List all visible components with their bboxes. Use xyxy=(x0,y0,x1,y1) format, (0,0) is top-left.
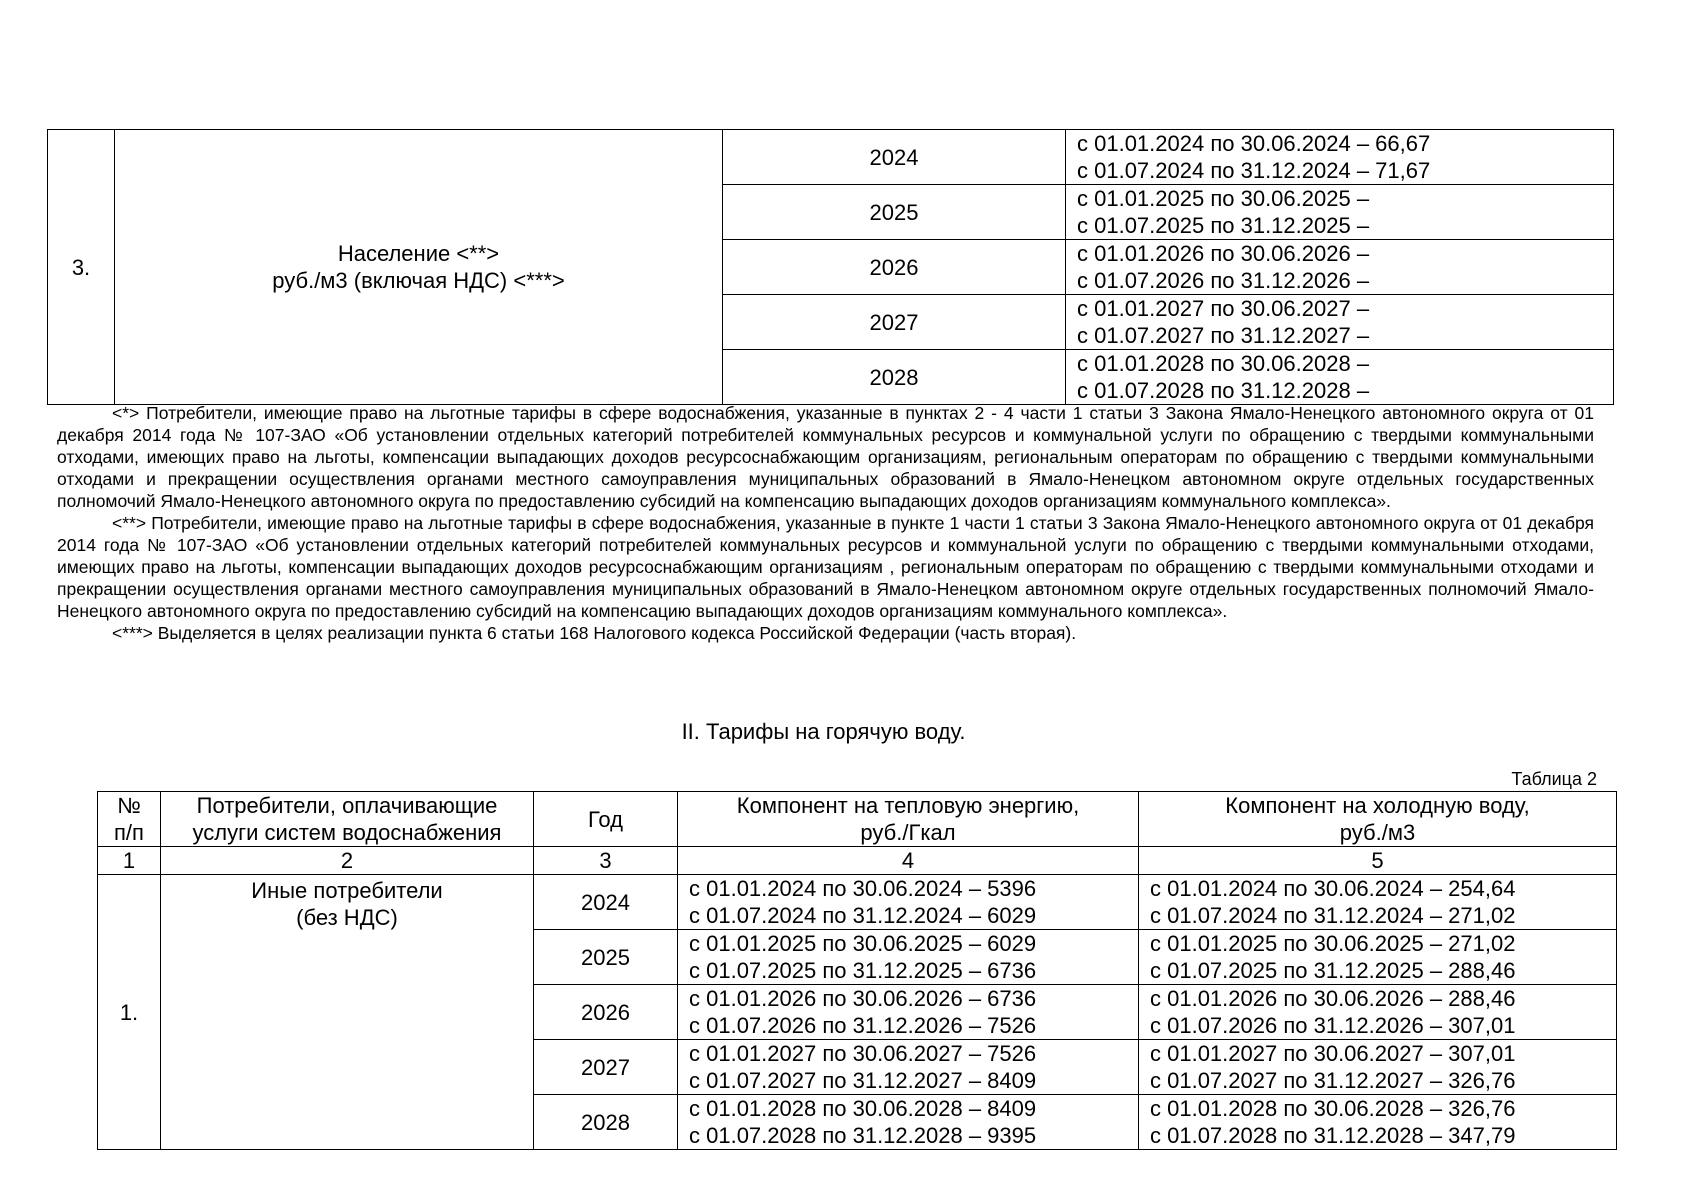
footnotes xyxy=(57,402,1594,644)
heat-tariff-cell xyxy=(678,875,1139,930)
tariff-cell xyxy=(1066,295,1614,350)
cold-period-1: с 01.01.2025 по 30.06.2025 – 271,02 xyxy=(1150,931,1516,956)
row-number: 1. xyxy=(98,875,161,1150)
year-cell: 2024 xyxy=(723,130,1066,185)
cold-period-2: с 01.07.2028 по 31.12.2028 – 347,79 xyxy=(1150,1123,1516,1148)
row-number: 3. xyxy=(48,130,115,405)
consumer-unit: руб./м3 (включая НДС) <***> xyxy=(272,268,565,293)
column-number: 4 xyxy=(678,847,1139,875)
tariff-period-1: с 01.01.2028 по 30.06.2028 – xyxy=(1077,351,1370,376)
consumer-name: Иные потребители xyxy=(251,878,443,903)
table-header-row xyxy=(98,792,1617,847)
cold-period-2: с 01.07.2027 по 31.12.2027 – 326,76 xyxy=(1150,1068,1516,1093)
section-title: II. Тарифы на горячую воду. xyxy=(681,719,966,744)
header-cold-component xyxy=(1139,792,1617,847)
tariff-cell xyxy=(1066,130,1614,185)
cold-period-1: с 01.01.2028 по 30.06.2028 – 326,76 xyxy=(1150,1096,1516,1121)
tariff-period-1: с 01.01.2027 по 30.06.2027 – xyxy=(1077,296,1370,321)
tariff-table-population xyxy=(47,129,1614,405)
header-num-line2: п/п xyxy=(114,820,144,845)
year-cell: 2025 xyxy=(534,930,678,985)
heat-tariff-cell xyxy=(678,1095,1139,1150)
tariff-cell xyxy=(1066,185,1614,240)
year-cell: 2027 xyxy=(723,295,1066,350)
tariff-period-2: с 01.07.2025 по 31.12.2025 – xyxy=(1077,213,1370,238)
tariff-period-1: с 01.01.2026 по 30.06.2026 – xyxy=(1077,241,1370,266)
consumer-cell xyxy=(161,875,534,1150)
header-heat-component xyxy=(678,792,1139,847)
cold-period-1: с 01.01.2027 по 30.06.2027 – 307,01 xyxy=(1150,1041,1516,1066)
heat-tariff-cell xyxy=(678,930,1139,985)
tariff-period-1: с 01.01.2024 по 30.06.2024 – 66,67 xyxy=(1077,131,1431,156)
year-cell: 2026 xyxy=(723,240,1066,295)
footnote-2: <**> Потребители, имеющие право на льготные тарифы в сфере водоснабжения, указанные в пункте 1 части 1 статьи 3 Закона Ямало-Ненецкого автономного округа от 01 декабря 2014 года № 107-ЗАО «Об установлении отдельных категорий потребителей коммунальных ресурсов и коммунальной услуги по обращению с твердыми коммунальными отходами, имеющих право на льготы, компенсации выпадающих доходов ресурсоснабжающим организациям , региональным операторам по обращению с твердыми коммунальными отходами и прекращении осуществления органами местного самоуправления муниципальных образований в Ямало-Ненецком автономном округе отдельных государственных полномочий Ямало-Ненецкого автономного округа по предоставлению субсидий на компенсацию выпадающих доходов организациям коммунального комплекса». xyxy=(57,513,1594,621)
year-cell: 2026 xyxy=(534,985,678,1040)
tariff-period-2: с 01.07.2028 по 31.12.2028 – xyxy=(1077,378,1370,403)
heat-period-1: с 01.01.2025 по 30.06.2025 – 6029 xyxy=(689,931,1037,956)
cold-tariff-cell xyxy=(1139,930,1617,985)
header-consumer xyxy=(161,792,534,847)
cold-tariff-cell xyxy=(1139,985,1617,1040)
heat-period-2: с 01.07.2027 по 31.12.2027 – 8409 xyxy=(689,1068,1037,1093)
year-cell: 2028 xyxy=(534,1095,678,1150)
consumer-cell xyxy=(115,130,723,405)
header-cold-line2: руб./м3 xyxy=(1339,820,1416,845)
table-caption: Таблица 2 xyxy=(1511,769,1597,789)
header-num xyxy=(98,792,161,847)
year-cell: 2025 xyxy=(723,185,1066,240)
header-consumer-line2: услуги систем водоснабжения xyxy=(192,820,502,845)
consumer-tax-note: (без НДС) xyxy=(296,905,398,930)
heat-period-1: с 01.01.2024 по 30.06.2024 – 5396 xyxy=(689,876,1037,901)
tariff-cell xyxy=(1066,350,1614,405)
consumer-name: Население <**> xyxy=(337,241,500,266)
heat-tariff-cell xyxy=(678,1040,1139,1095)
header-heat-line1: Компонент на тепловую энергию, xyxy=(736,793,1080,818)
heat-period-2: с 01.07.2028 по 31.12.2028 – 9395 xyxy=(689,1123,1037,1148)
column-number: 1 xyxy=(98,847,161,875)
heat-period-2: с 01.07.2025 по 31.12.2025 – 6736 xyxy=(689,958,1037,983)
cold-period-1: с 01.01.2026 по 30.06.2026 – 288,46 xyxy=(1150,986,1516,1011)
footnote-1: <*> Потребители, имеющие право на льготные тарифы в сфере водоснабжения, указанные в пунктах 2 - 4 части 1 статьи 3 Закона Ямало-Ненецкого автономного округа от 01 декабря 2014 года № 107-ЗАО «Об установлении отдельных категорий потребителей коммунальных ресурсов и коммунальной услуги по обращению с твердыми коммунальными отходами, имеющих право на льготы, компенсации выпадающих доходов ресурсоснабжающим организациям, региональным операторам по обращению с твердыми коммунальными отходами и прекращении осуществления органами местного самоуправления муниципальных образований в Ямало-Ненецком автономном округе отдельных государственных полномочий Ямало-Ненецкого автономного округа по предоставлению субсидий на компенсацию выпадающих доходов организациям коммунального комплекса». xyxy=(57,403,1594,511)
year-cell: 2028 xyxy=(723,350,1066,405)
header-num-line1: № xyxy=(117,793,141,818)
heat-period-1: с 01.01.2026 по 30.06.2026 – 6736 xyxy=(689,986,1037,1011)
cold-tariff-cell xyxy=(1139,1095,1617,1150)
cold-tariff-cell xyxy=(1139,1040,1617,1095)
column-number-row xyxy=(98,847,1617,875)
column-number: 2 xyxy=(161,847,534,875)
table-row xyxy=(98,875,1617,930)
header-consumer-line1: Потребители, оплачивающие xyxy=(196,793,498,818)
column-number: 5 xyxy=(1139,847,1617,875)
heat-period-1: с 01.01.2027 по 30.06.2027 – 7526 xyxy=(689,1041,1037,1066)
tariff-cell xyxy=(1066,240,1614,295)
header-cold-line1: Компонент на холодную воду, xyxy=(1225,793,1530,818)
table-row xyxy=(48,130,1614,185)
tariff-period-1: с 01.01.2025 по 30.06.2025 – xyxy=(1077,186,1370,211)
tariff-period-2: с 01.07.2027 по 31.12.2027 – xyxy=(1077,323,1370,348)
heat-period-2: с 01.07.2026 по 31.12.2026 – 7526 xyxy=(689,1013,1037,1038)
cold-period-2: с 01.07.2025 по 31.12.2025 – 288,46 xyxy=(1150,958,1516,983)
year-cell: 2024 xyxy=(534,875,678,930)
heat-tariff-cell xyxy=(678,985,1139,1040)
tariff-period-2: с 01.07.2024 по 31.12.2024 – 71,67 xyxy=(1077,158,1431,183)
column-number: 3 xyxy=(534,847,678,875)
hot-water-tariff-table xyxy=(97,791,1617,1150)
cold-period-1: с 01.01.2024 по 30.06.2024 – 254,64 xyxy=(1150,876,1516,901)
header-year: Год xyxy=(534,792,678,847)
cold-tariff-cell xyxy=(1139,875,1617,930)
year-cell: 2027 xyxy=(534,1040,678,1095)
header-heat-line2: руб./Гкал xyxy=(860,820,956,845)
cold-period-2: с 01.07.2024 по 31.12.2024 – 271,02 xyxy=(1150,903,1516,928)
tariff-period-2: с 01.07.2026 по 31.12.2026 – xyxy=(1077,268,1370,293)
heat-period-1: с 01.01.2028 по 30.06.2028 – 8409 xyxy=(689,1096,1037,1121)
heat-period-2: с 01.07.2024 по 31.12.2024 – 6029 xyxy=(689,903,1037,928)
cold-period-2: с 01.07.2026 по 31.12.2026 – 307,01 xyxy=(1150,1013,1516,1038)
footnote-3: <***> Выделяется в целях реализации пункта 6 статьи 168 Налогового кодекса Российской Федерации (часть вторая). xyxy=(112,623,1077,643)
